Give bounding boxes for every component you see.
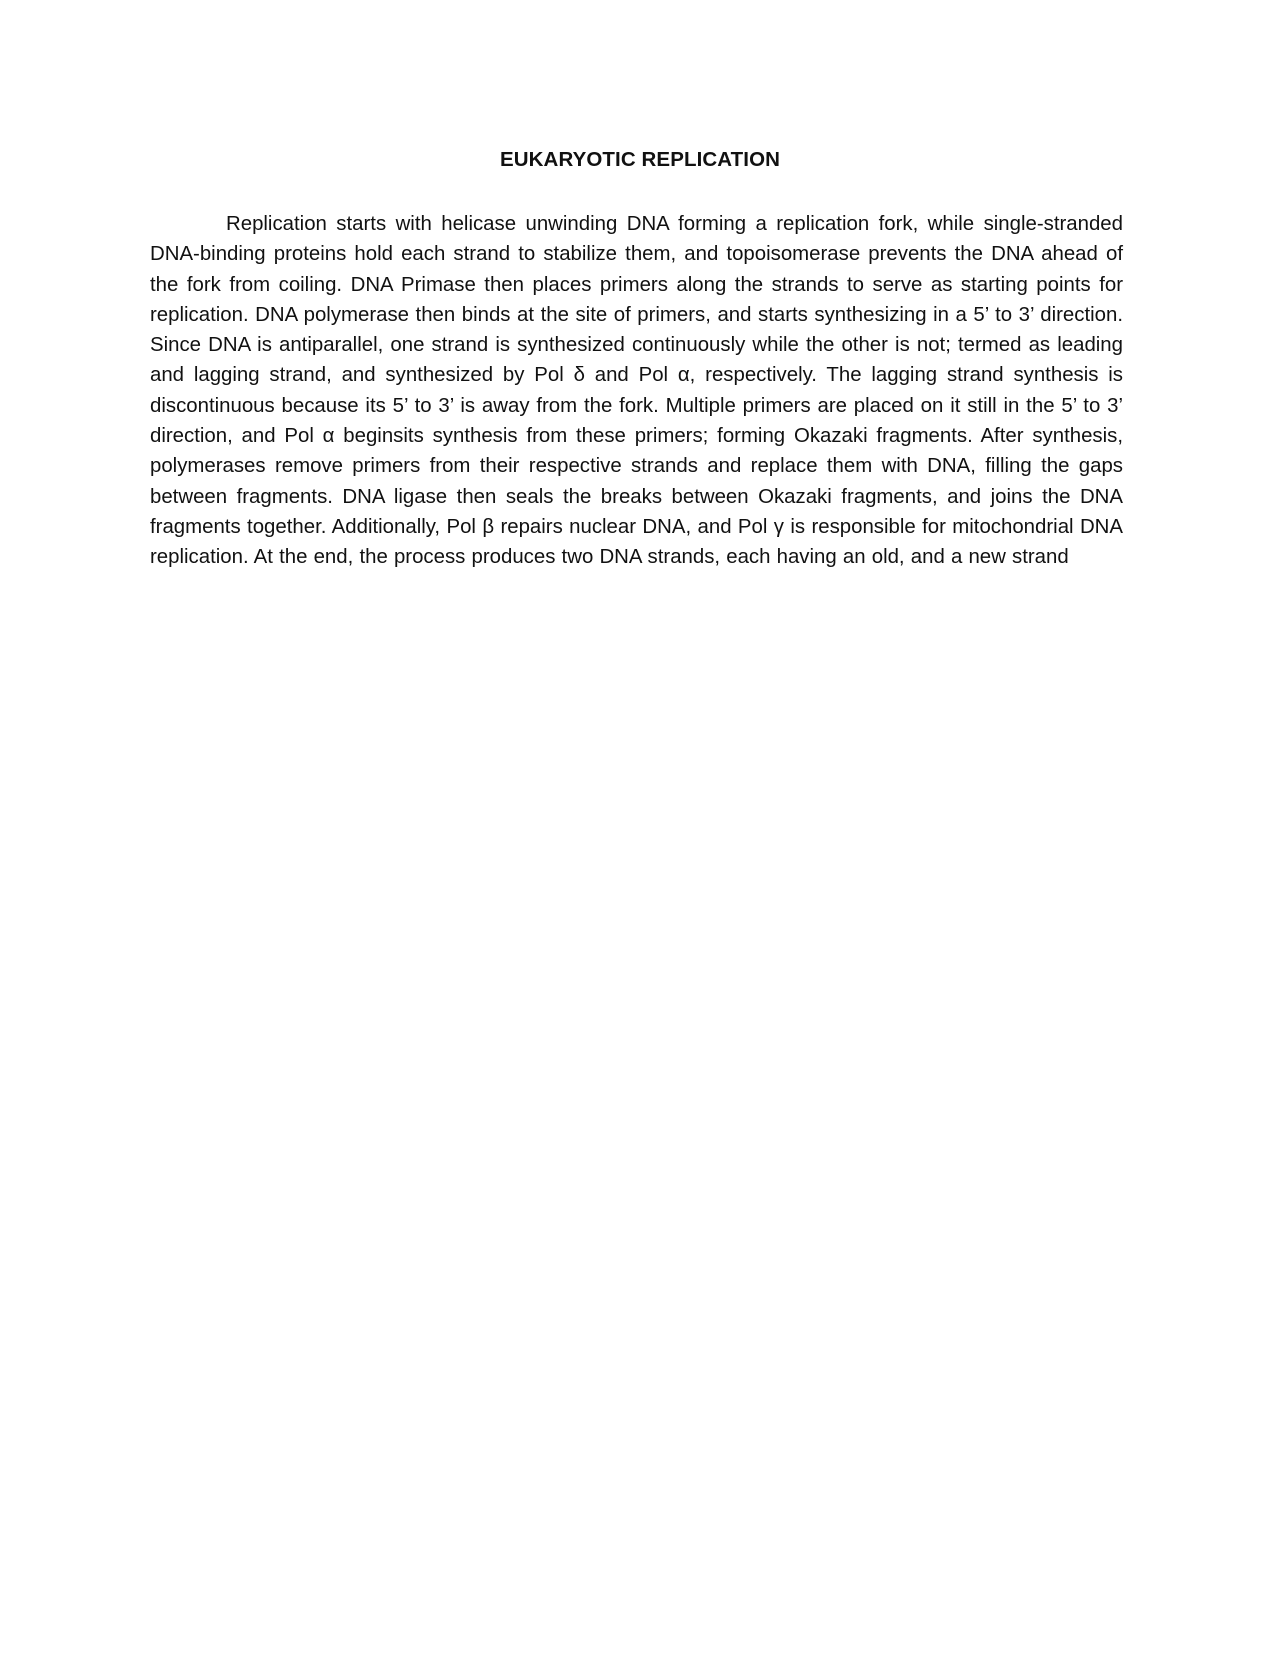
document-title: EUKARYOTIC REPLICATION (499, 148, 781, 171)
document-paragraph: Replication starts with helicase unwinding DNA forming a replication fork, while single-stranded DNA-binding proteins hold each strand to stabilize them, and topoisomerase prevents the DNA ahead of the fork from coiling. DNA Primase then places primers along the strands to serve as starting points for replication. DNA polymerase then binds at the site of primers, and starts synthesizing in a 5’ to 3’ direction. Since DNA is antiparallel, one strand is synthesized continuously while the other is not; termed as leading and lagging strand, and synthesized by Pol δ and Pol α, respectively. The lagging strand synthesis is discontinuous because its 5’ to 3’ is away from the fork. Multiple primers are placed on it still in the 5’ to 3’ direction, and Pol α beginsits synthesis from these primers; forming Okazaki fragments. After synthesis, polymerases remove primers from their respective strands and replace them with DNA, filling the gaps between fragments. DNA ligase then seals the breaks between Okazaki fragments, and joins the DNA fragments together. Additionally, Pol β repairs nuclear DNA, and Pol γ is responsible for mitochondrial DNA replication. At the end, the process produces two DNA strands, each having an old, and a new strand (150, 213, 1123, 569)
